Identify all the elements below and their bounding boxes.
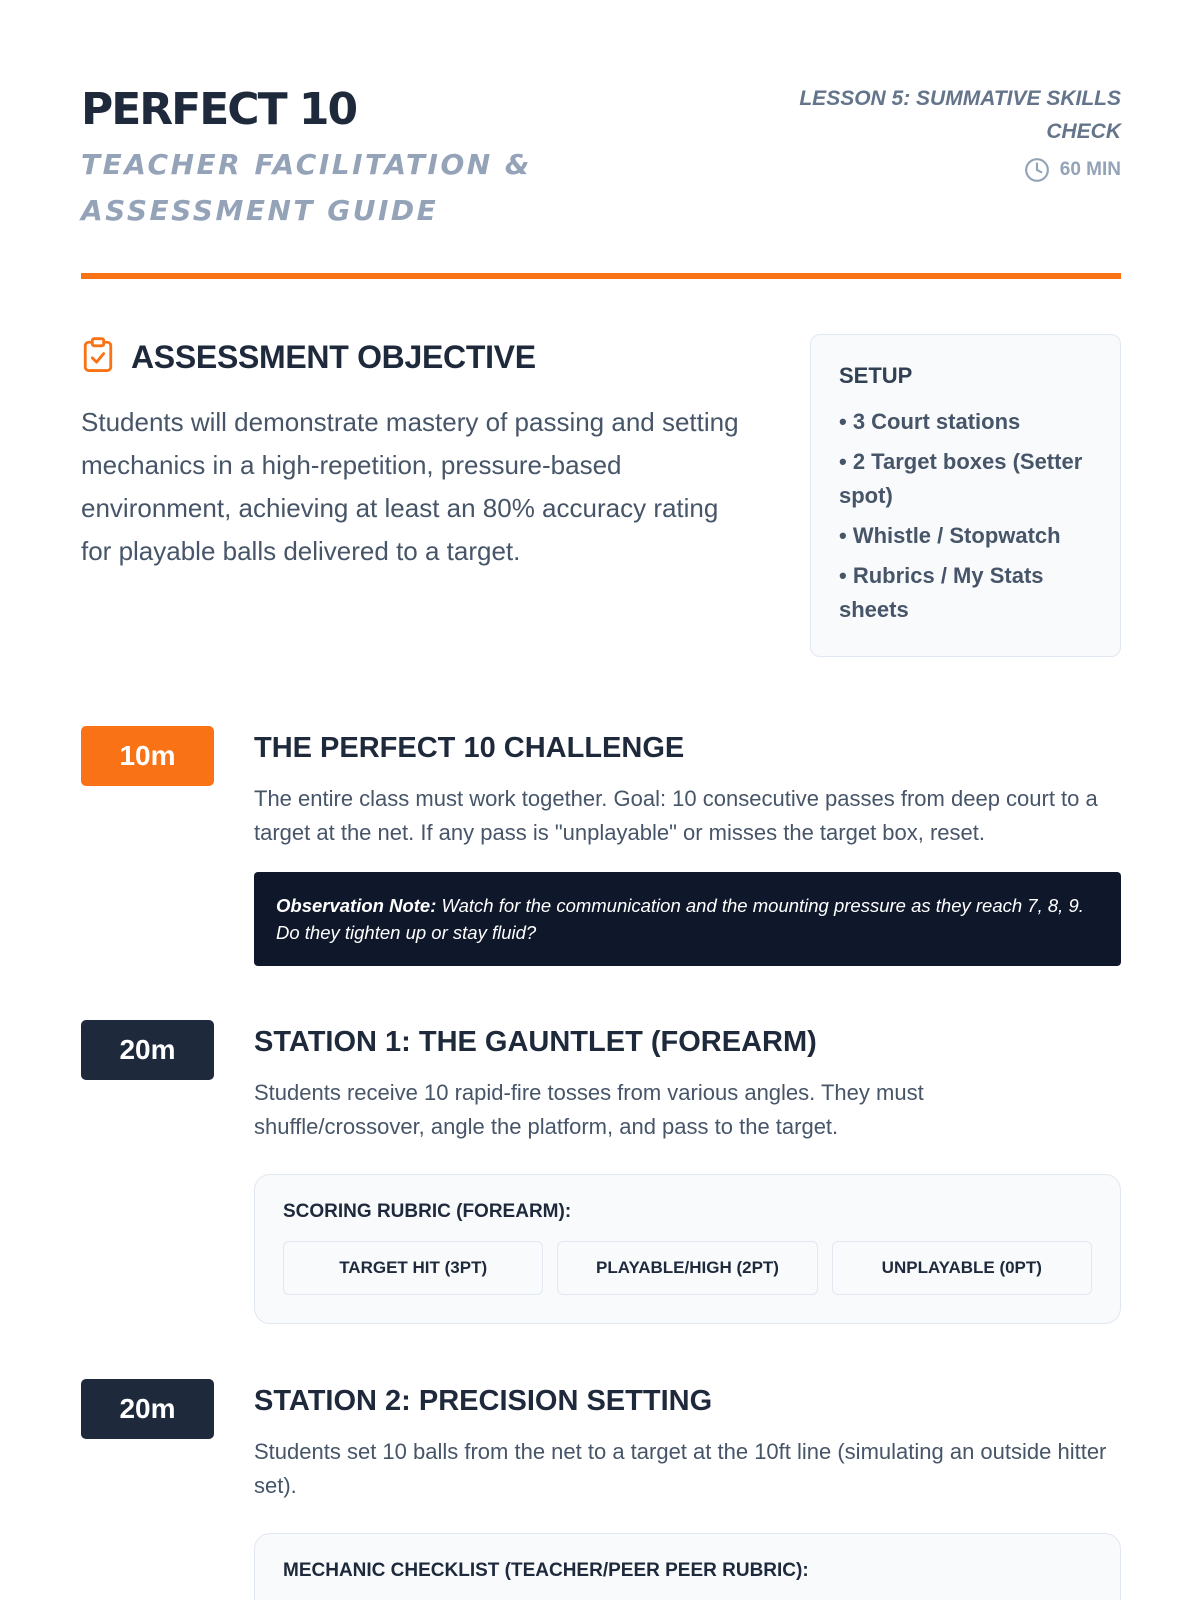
note-text: Watch for the communication and the mounting pressure as they reach 7, 8, 9. Do they tighten up or stay fluid?: [276, 895, 1084, 943]
section-title: STATION 2: PRECISION SETTING: [254, 1385, 713, 1417]
assessment-objective: [81, 336, 741, 573]
rubric-title: SCORING RUBRIC (FOREARM):: [283, 1201, 572, 1222]
section-station-1: [254, 1024, 1121, 1324]
time-badge: 20m: [81, 1379, 214, 1439]
page-subtitle: TEACHER FACILITATION & ASSESSMENT GUIDE: [81, 148, 532, 227]
setup-item: • 3 Court stations: [839, 409, 1021, 434]
rubric-title: MECHANIC CHECKLIST (TEACHER/PEER PEER RUBRIC):: [283, 1560, 809, 1581]
time-badge: 20m: [81, 1020, 214, 1080]
duration-label: 60 MIN: [1059, 159, 1121, 180]
section-text: Students receive 10 rapid-fire tosses from various angles. They must shuffle/crossover, angle the platform, and pass to the target.: [254, 1080, 924, 1139]
time-badge: 10m: [81, 726, 214, 786]
section-perfect-10: [254, 730, 1121, 966]
rubric-cell: PLAYABLE/HIGH (2PT): [557, 1241, 817, 1295]
setup-item: • 2 Target boxes (Setter spot): [839, 449, 1083, 508]
setup-item: • Whistle / Stopwatch: [839, 523, 1061, 548]
setup-box: [810, 334, 1121, 657]
observation-note: [254, 872, 1121, 966]
section-text: Students set 10 balls from the net to a target at the 10ft line (simulating an outside hitter set).: [254, 1439, 1107, 1498]
setup-title: SETUP: [839, 363, 913, 388]
header-divider: [81, 273, 1121, 279]
rubric-cell: UNPLAYABLE (0PT): [832, 1241, 1092, 1295]
clipboard-check-icon: [81, 336, 115, 379]
objective-title: ASSESSMENT OBJECTIVE: [131, 339, 536, 375]
section-title: THE PERFECT 10 CHALLENGE: [254, 732, 685, 764]
setup-item: • Rubrics / My Stats sheets: [839, 563, 1044, 622]
rubric-cell: TARGET HIT (3PT): [283, 1241, 543, 1295]
objective-text: Students will demonstrate mastery of passing and setting mechanics in a high-repetition, pressure-based environment, achieving at least an 80% accuracy rating for playable balls delivered to a target.: [81, 407, 739, 566]
mechanic-checklist: [254, 1533, 1121, 1600]
clock-icon: [1024, 157, 1050, 183]
duration: [1024, 157, 1121, 183]
note-label: Observation Note:: [276, 895, 437, 916]
section-text: The entire class must work together. Goal: 10 consecutive passes from deep court to a target at the net. If any pass is "unplayable" or misses the target box, reset.: [254, 786, 1098, 845]
section-station-2: [254, 1383, 1121, 1600]
scoring-rubric: [254, 1174, 1121, 1324]
section-title: STATION 1: THE GAUNTLET (FOREARM): [254, 1026, 817, 1058]
lesson-label: LESSON 5: SUMMATIVE SKILLS CHECK: [799, 87, 1121, 143]
page-title: PERFECT 10: [81, 84, 357, 135]
